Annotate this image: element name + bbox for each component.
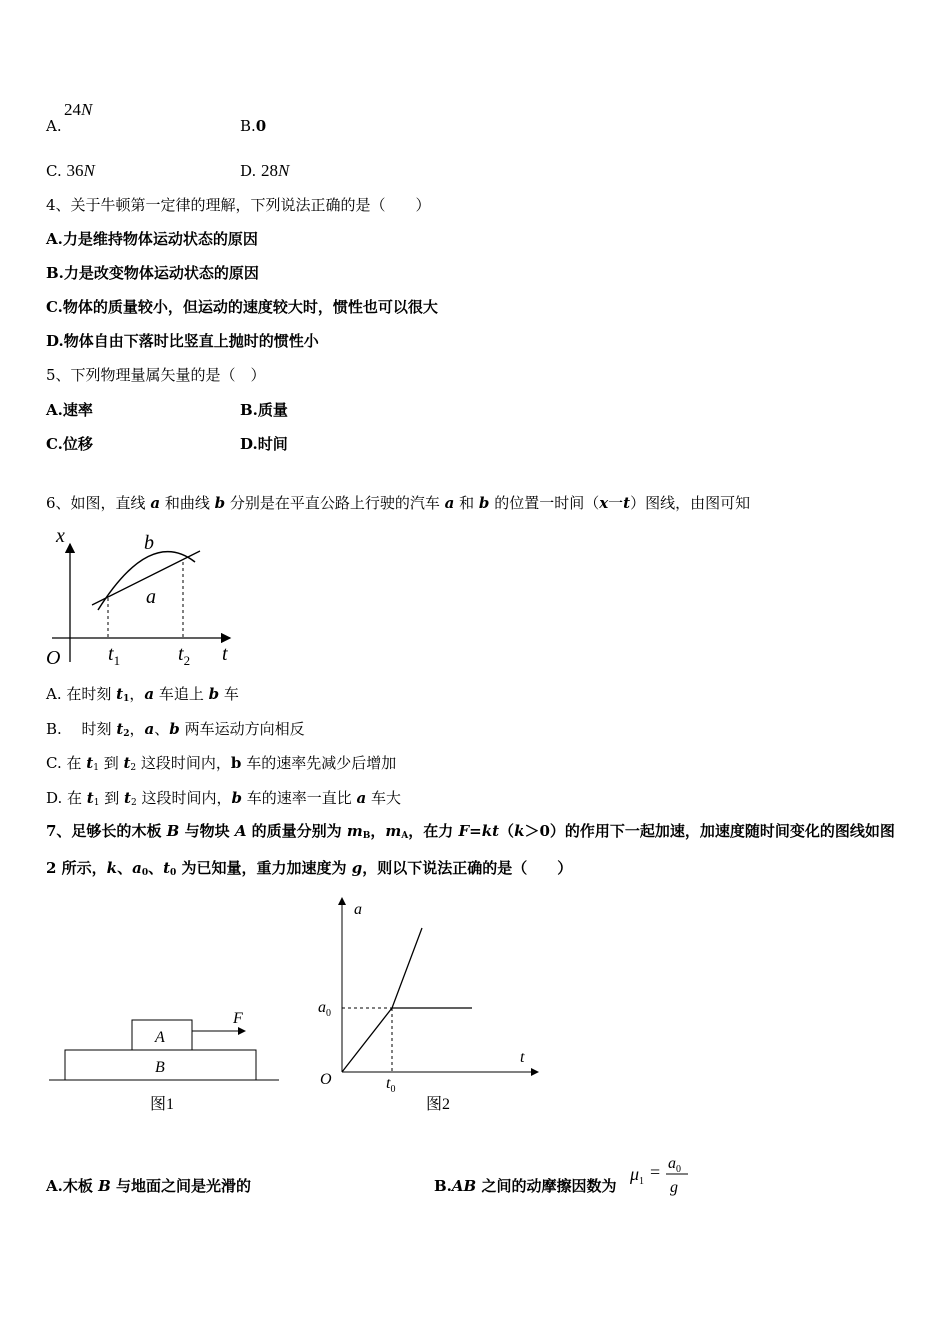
q3-option-b xyxy=(240,117,266,135)
q6-label-a: a xyxy=(146,586,156,608)
svg-text:=: = xyxy=(650,1162,661,1182)
q4-option-b: B.力是改变物体运动状态的原因 xyxy=(46,264,259,282)
q6-label-t: t xyxy=(222,643,228,665)
option-label: A. xyxy=(46,117,62,135)
option-value: 28N xyxy=(261,161,290,180)
q6-option-b: B. 时刻 $t_2$，a、b 两车运动方向相反 xyxy=(46,720,305,739)
fig1-caption: 图1 xyxy=(150,1096,175,1113)
q4-option-a: A.力是维持物体运动状态的原因 xyxy=(46,230,258,248)
q5-option-c: C.位移 xyxy=(46,435,93,453)
fig2-label-a0: $a_0$ xyxy=(318,999,331,1019)
svg-text:μ1: $\mu_1$ xyxy=(630,1164,645,1187)
q4-option-d: D.物体自由下落时比竖直上抛时的惯性小 xyxy=(46,332,319,350)
option-number: 24 xyxy=(64,100,81,119)
label-a: A xyxy=(155,1029,165,1046)
option-label: C. xyxy=(46,162,62,180)
q6-xt-graph xyxy=(40,522,240,672)
q6-label-x: x xyxy=(56,525,65,547)
fig2-label-origin: O xyxy=(320,1071,332,1088)
q5-option-d: D.时间 xyxy=(240,435,288,453)
fig2-label-t: t xyxy=(520,1049,525,1066)
fig2-caption: 图2 xyxy=(426,1096,451,1113)
q3-option-a xyxy=(46,117,62,135)
q5-stem: 5、下列物理量属矢量的是（ ） xyxy=(46,366,266,384)
label-f: F xyxy=(233,1010,243,1027)
q5-option-a: A.速率 xyxy=(46,401,93,419)
svg-text:a0: $a_0$ xyxy=(668,1155,681,1175)
q7-stem-line1: 7、足够长的木板 B 与物块 A 的质量分别为 $m_B$，$m_A$，在力 F=kt（k＞0）的作用下一起加速，加速度随时间变化的图线如图 xyxy=(46,822,895,841)
q4-option-c: C.物体的质量较小，但运动的速度较大时，惯性也可以很大 xyxy=(46,298,438,316)
q6-label-origin: O xyxy=(46,647,61,669)
q5-option-b: B.质量 xyxy=(240,401,288,419)
q6-option-c: C. 在 $t_1$ 到 $t_2$ 这段时间内，b 车的速率先减少后增加 xyxy=(46,754,397,773)
fig2-seg1 xyxy=(342,1008,392,1072)
q7-figure-2 xyxy=(310,892,550,1120)
option-value: 36N xyxy=(66,161,95,180)
q6-stem: 6、如图，直线 a 和曲线 b 分别是在平直公路上行驶的汽车 a 和 b 的位置一时间（x一t）图线，由图可知 xyxy=(46,494,751,512)
q7-stem-line2: 2 所示，k、$a_0$、$t_0$ 为已知量，重力加速度为 g，则以下说法正确的是（ ） xyxy=(46,859,573,878)
option-label: D. xyxy=(240,162,257,180)
q6-label-b: b xyxy=(144,532,154,554)
option-value: 0 xyxy=(255,117,267,135)
fig2-label-t0: $t_0$ xyxy=(386,1075,396,1095)
option-label: B. xyxy=(240,117,256,135)
q4-stem: 4、关于牛顿第一定律的理解，下列说法正确的是（ ） xyxy=(46,196,431,214)
option-unit: N xyxy=(81,100,93,119)
q7-option-a: A.木板 B 与地面之间是光滑的 xyxy=(46,1177,252,1195)
q7-formula-mu xyxy=(628,1150,698,1200)
q3-option-a-value xyxy=(64,101,92,119)
q6-label-t1: $t_1$ xyxy=(108,643,121,668)
svg-text:g: g xyxy=(670,1179,678,1196)
q6-option-a: A. 在时刻 $t_1$，a 车追上 b 车 xyxy=(46,685,239,704)
fig2-label-a: a xyxy=(354,901,362,918)
fig2-seg2 xyxy=(392,928,422,1008)
q6-option-d: D. 在 $t_1$ 到 $t_2$ 这段时间内，b 车的速率一直比 a 车大 xyxy=(46,789,402,808)
q6-label-t2: $t_2$ xyxy=(178,643,191,668)
q3-option-c xyxy=(46,162,95,180)
q7-figure-1 xyxy=(45,1005,285,1120)
q3-option-d xyxy=(240,162,289,180)
label-b: B xyxy=(155,1059,165,1076)
q7-option-b: B.AB 之间的动摩擦因数为 xyxy=(434,1177,617,1195)
